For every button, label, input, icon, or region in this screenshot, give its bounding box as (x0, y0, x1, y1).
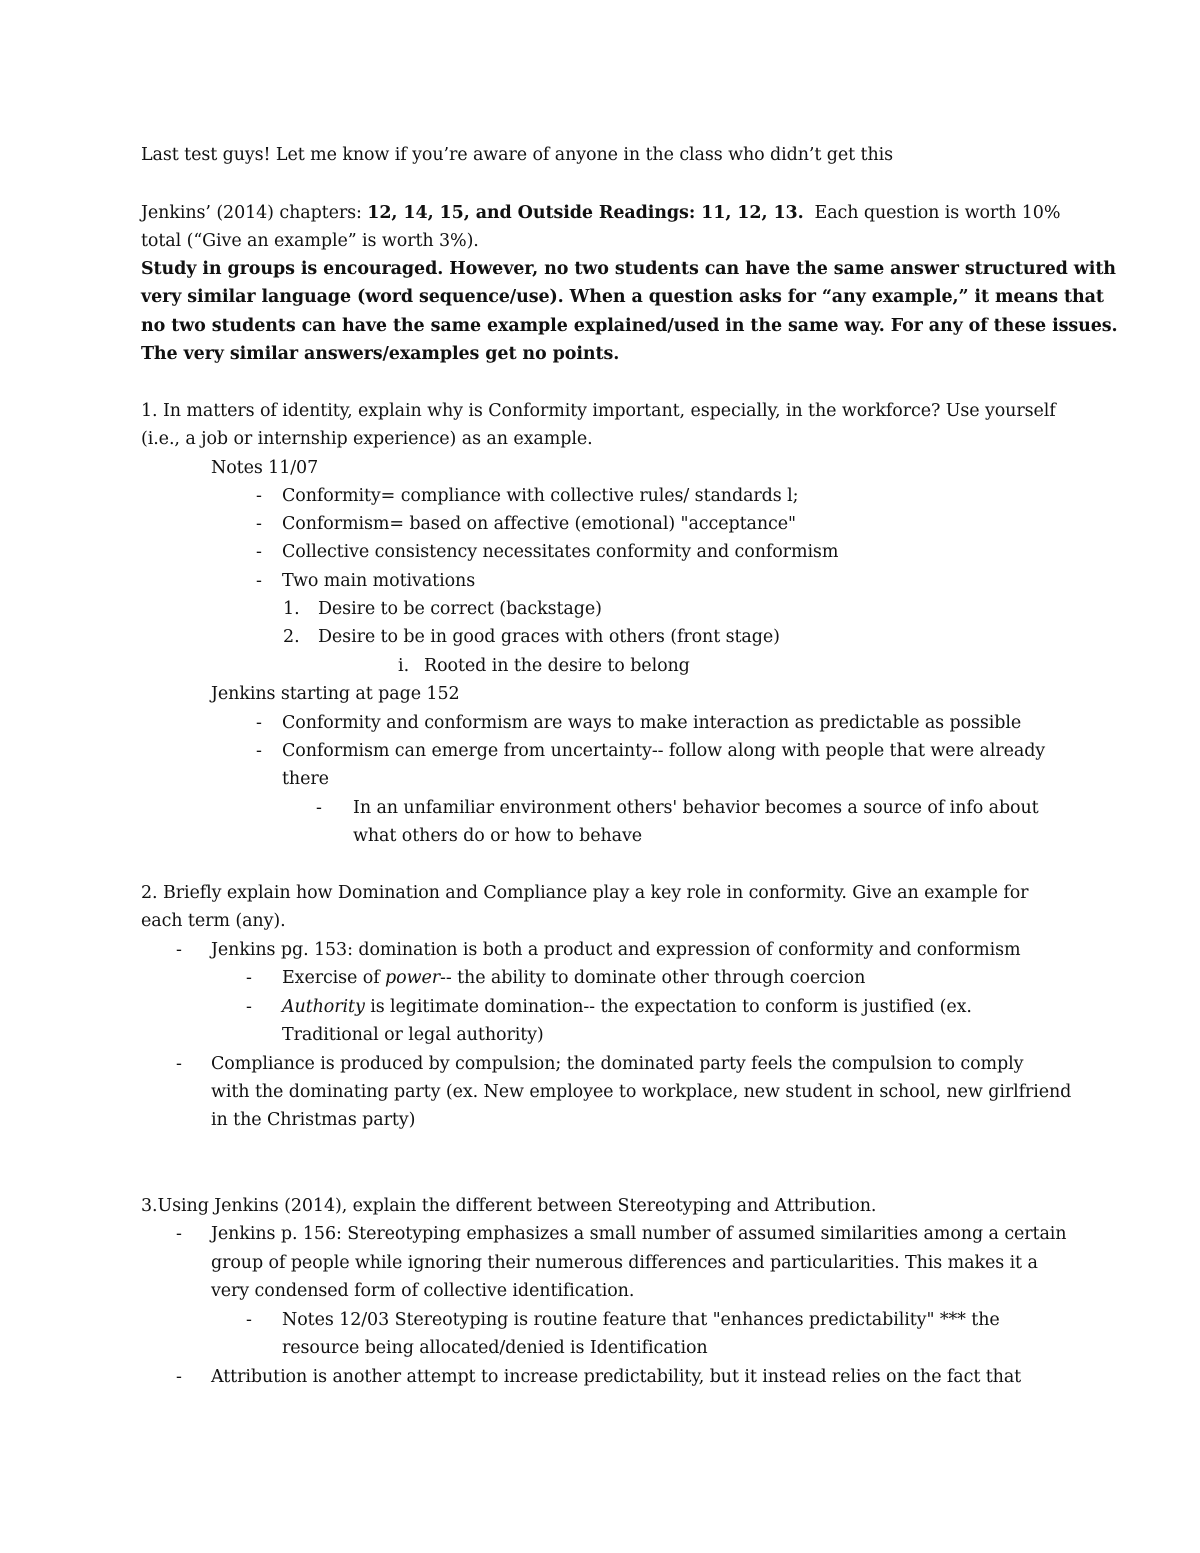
bullet-dash: - (176, 940, 182, 960)
bullet-dash: - (256, 713, 262, 733)
q2-bullet: Jenkins pg. 153: domination is both a product and expression of conformity and conformism (211, 940, 1021, 960)
q2-sub-bullet (282, 964, 865, 992)
bullet-dash: - (176, 1367, 182, 1387)
list-roman: i. (398, 656, 410, 676)
motivation-item: Desire to be correct (backstage) (318, 599, 602, 619)
q3-bullet: Jenkins p. 156: Stereotyping emphasizes a small number of assumed similarities among a certain (211, 1224, 1067, 1244)
q2-sub-suffix: -- the ability to dominate other through coercion (440, 968, 866, 988)
list-number: 1. (283, 599, 300, 619)
policy-line: no two students can have the same example explained/used in the same way. For any of these issues. (141, 316, 1118, 336)
bullet-dash: - (176, 1054, 182, 1074)
q3-sub-bullet-cont: resource being allocated/denied is Identification (282, 1338, 708, 1358)
instructions-chapters: 12, 14, 15, and Outside Readings: 11, 12, 13. (367, 203, 804, 223)
instructions-line-2: total (“Give an example” is worth 3%). (141, 231, 479, 251)
motivation-sub-item: Rooted in the desire to belong (424, 656, 690, 676)
instructions-suffix: Each question is worth 10% (803, 203, 1061, 223)
q2-sub-italic: power (385, 968, 440, 988)
question-1: 1. In matters of identity, explain why is Conformity important, especially, in the workforce? Use yourself (141, 401, 1056, 421)
bullet-dash: - (246, 968, 252, 988)
q3-bullet-cont: very condensed form of collective identification. (211, 1281, 635, 1301)
q2-sub-bullet-cont: Traditional or legal authority) (282, 1025, 544, 1045)
bullet-dash: - (256, 514, 262, 534)
question-2: 2. Briefly explain how Domination and Compliance play a key role in conformity. Give an example for (141, 883, 1029, 903)
q2-sub-suffix: is legitimate domination-- the expectation to conform is justified (ex. (364, 997, 972, 1017)
jenkins-bullet-cont: there (282, 769, 329, 789)
instructions-prefix: Jenkins’ (2014) chapters: (141, 203, 368, 223)
question-2-cont: each term (any). (141, 911, 286, 931)
jenkins-bullet: Conformity and conformism are ways to make interaction as predictable as possible (282, 713, 1022, 733)
notes-heading: Notes 11/07 (211, 458, 319, 478)
question-1-cont: (i.e., a job or internship experience) as an example. (141, 429, 593, 449)
policy-line: very similar language (word sequence/use). When a question asks for “any example,” it means that (141, 287, 1104, 307)
bullet-dash: - (256, 486, 262, 506)
instructions-line-1 (141, 199, 1060, 227)
q2-bullet-cont: with the dominating party (ex. New employee to workplace, new student in school, new girlfriend (211, 1082, 1072, 1102)
intro-line: Last test guys! Let me know if you’re aware of anyone in the class who didn’t get this (141, 145, 893, 165)
list-number: 2. (283, 627, 300, 647)
q2-bullet-cont: in the Christmas party) (211, 1110, 416, 1130)
q3-bullet-cont: group of people while ignoring their numerous differences and particularities. This makes it a (211, 1253, 1038, 1273)
question-3: 3.Using Jenkins (2014), explain the different between Stereotyping and Attribution. (141, 1196, 877, 1216)
notes-bullet: Two main motivations (282, 571, 476, 591)
bullet-dash: - (256, 741, 262, 761)
jenkins-sub-bullet-cont: what others do or how to behave (353, 826, 643, 846)
policy-line: The very similar answers/examples get no points. (141, 344, 620, 364)
jenkins-heading: Jenkins starting at page 152 (211, 684, 460, 704)
bullet-dash: - (246, 1310, 252, 1330)
bullet-dash: - (246, 997, 252, 1017)
motivation-item: Desire to be in good graces with others (front stage) (318, 627, 780, 647)
bullet-dash: - (176, 1224, 182, 1244)
bullet-dash: - (256, 542, 262, 562)
bullet-dash: - (256, 571, 262, 591)
jenkins-sub-bullet: In an unfamiliar environment others' behavior becomes a source of info about (353, 798, 1039, 818)
q2-bullet: Compliance is produced by compulsion; the dominated party feels the compulsion to comply (211, 1054, 1024, 1074)
bullet-dash: - (316, 798, 322, 818)
jenkins-bullet: Conformism can emerge from uncertainty-- follow along with people that were already (282, 741, 1046, 761)
q2-sub-prefix: Exercise of (282, 968, 386, 988)
notes-bullet: Conformity= compliance with collective rules/ standards l; (282, 486, 799, 506)
policy-line: Study in groups is encouraged. However, no two students can have the same answer structured with (141, 259, 1116, 279)
q3-sub-bullet: Notes 12/03 Stereotyping is routine feature that "enhances predictability" *** the (282, 1310, 1000, 1330)
q2-sub-bullet (282, 993, 972, 1021)
q3-bullet: Attribution is another attempt to increase predictability, but it instead relies on the fact that (211, 1367, 1022, 1387)
q2-sub-italic: Authority (282, 997, 365, 1017)
notes-bullet: Collective consistency necessitates conformity and conformism (282, 542, 839, 562)
notes-bullet: Conformism= based on affective (emotional) "acceptance" (282, 514, 796, 534)
